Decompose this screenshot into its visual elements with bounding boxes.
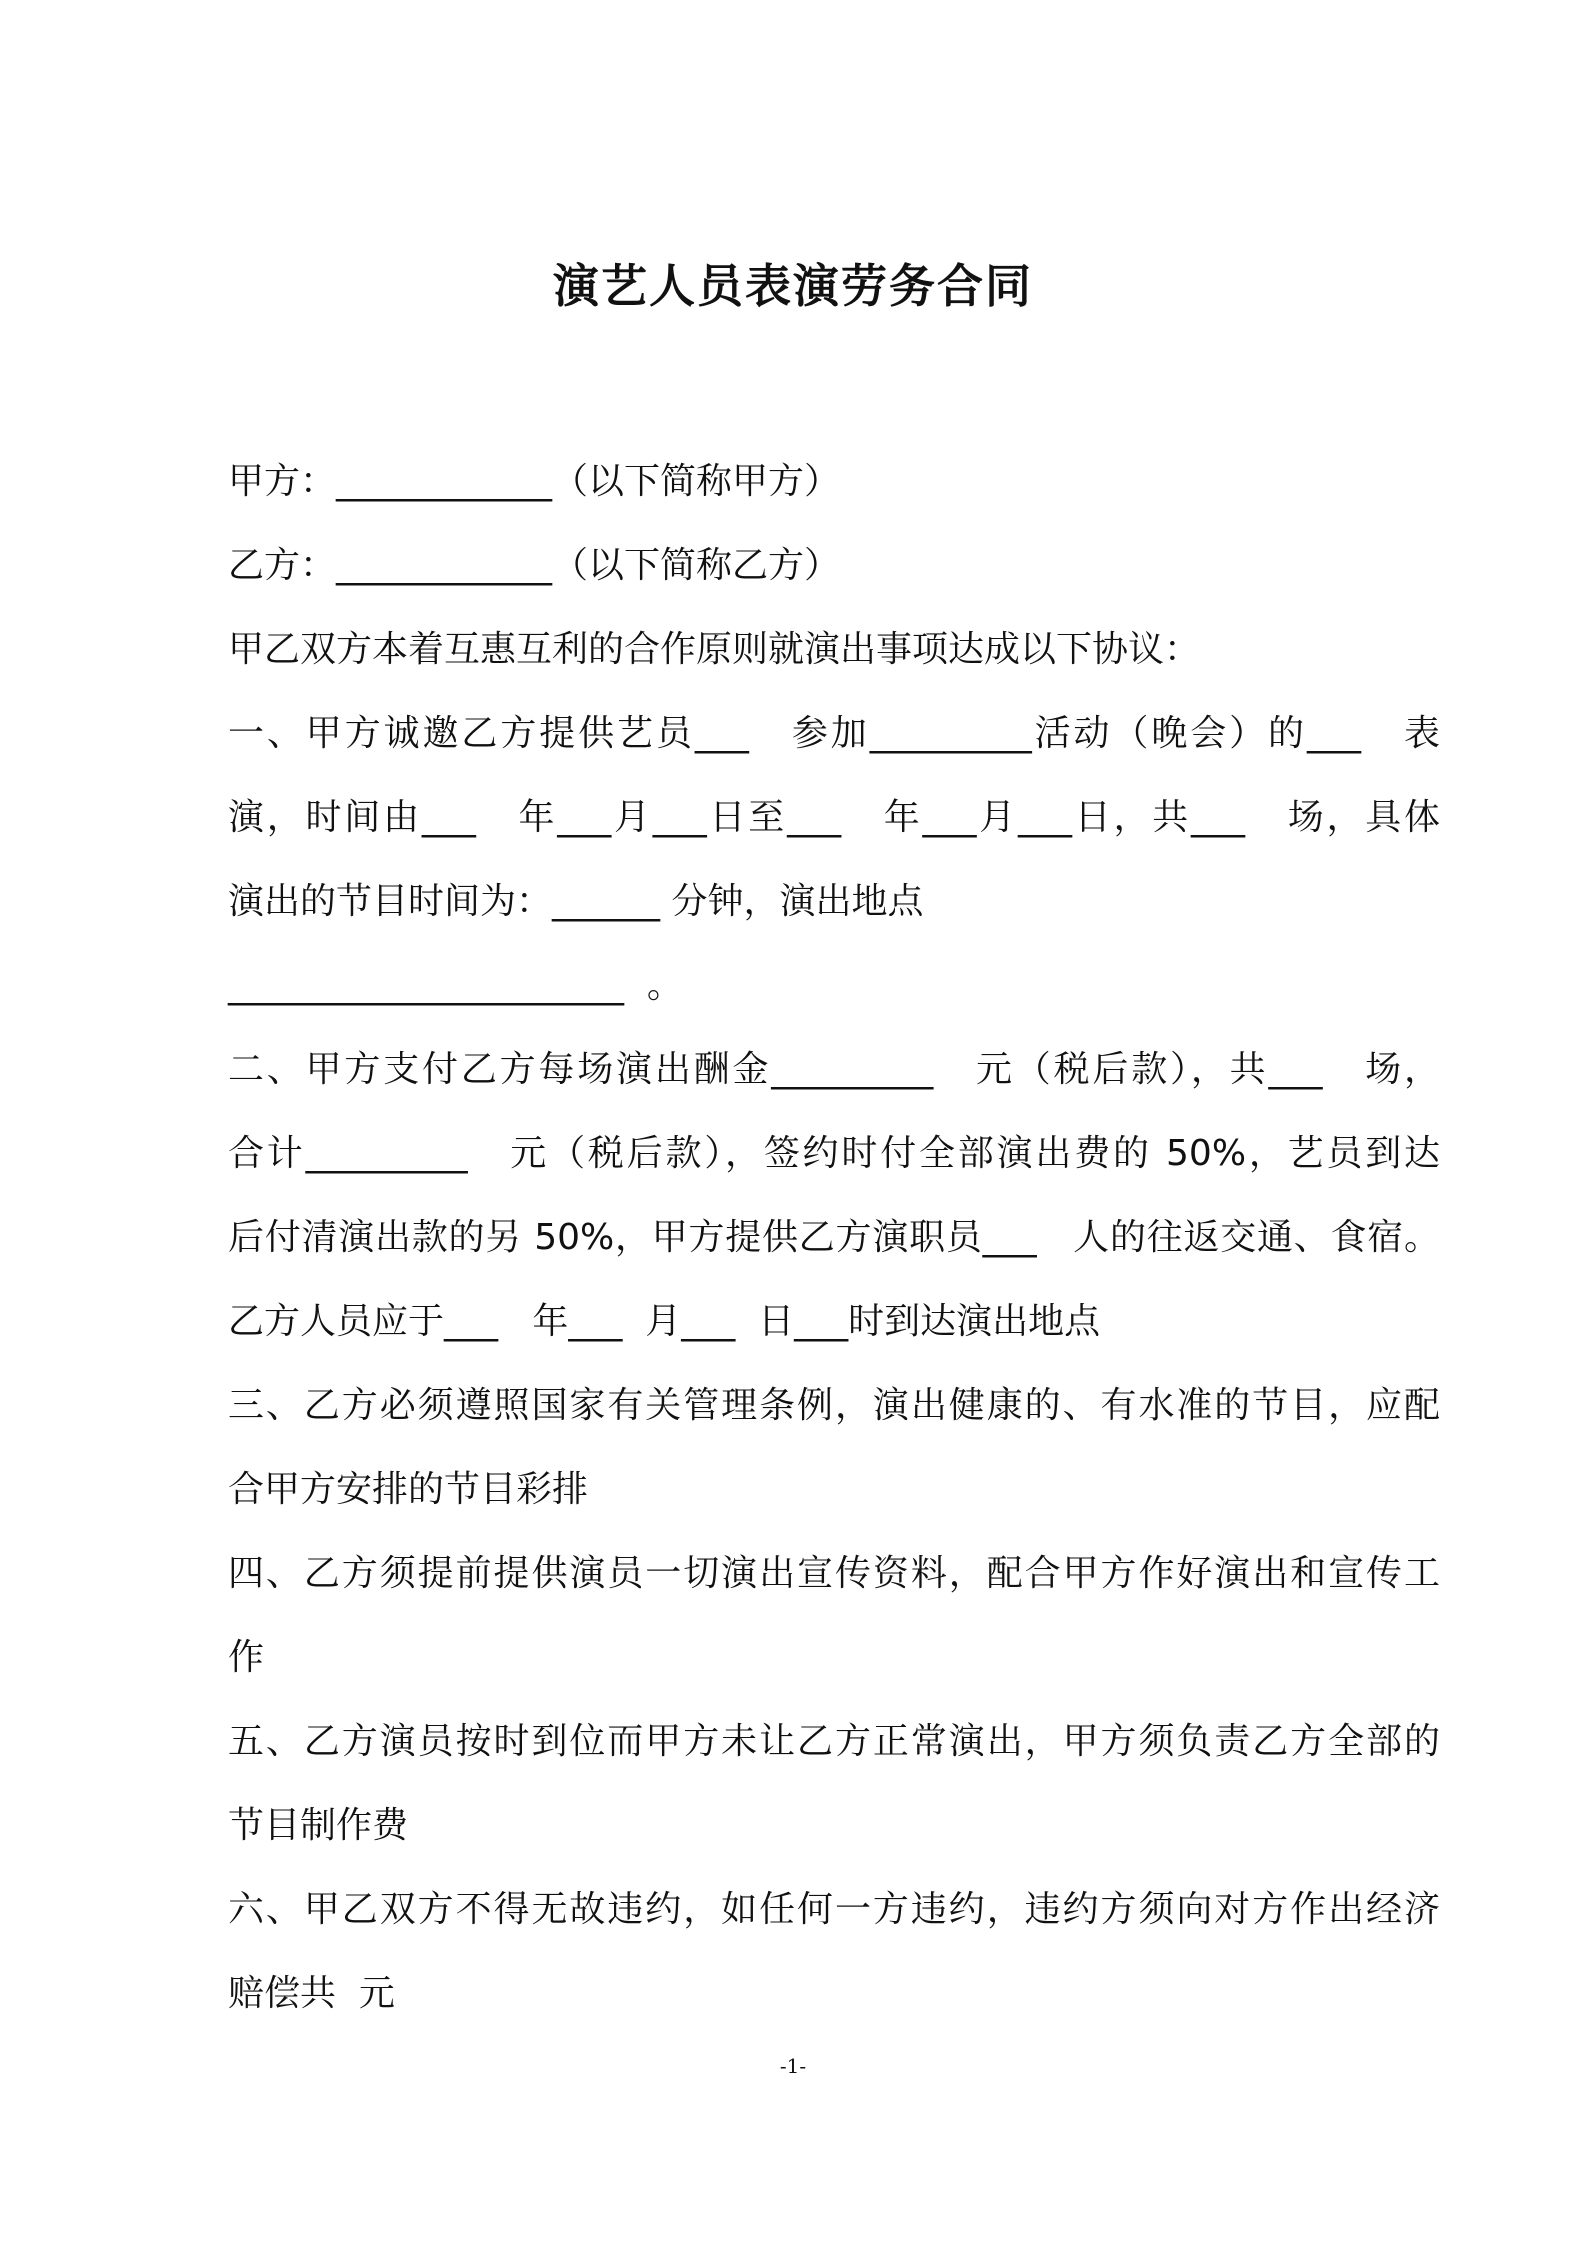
clause-5-line-2: 节目制作费 bbox=[228, 1805, 409, 1846]
clause-1-line-4: ______________________ 。 bbox=[228, 965, 683, 1006]
clause-3-line-2: 合甲方安排的节目彩排 bbox=[228, 1469, 589, 1510]
clause-1-line-1: 一、甲方诚邀乙方提供艺员___ 参加_________活动（晚会）的___ 表 bbox=[228, 713, 1440, 754]
party-b-line: 乙方：____________（以下简称乙方） bbox=[228, 545, 841, 586]
party-a-line: 甲方：____________（以下简称甲方） bbox=[228, 461, 841, 502]
clause-2-line-3: 后付清演出款的另 50%，甲方提供乙方演职员___ 人的往返交通、食宿。 bbox=[228, 1217, 1440, 1258]
page-number: -1- bbox=[779, 2054, 807, 2078]
clause-2-line-1: 二、甲方支付乙方每场演出酬金_________ 元（税后款），共___ 场， bbox=[228, 1049, 1440, 1090]
clause-2-line-4: 乙方人员应于___ 年___ 月___ 日___时到达演出地点 bbox=[228, 1301, 1101, 1342]
clause-1-line-3: 演出的节目时间为：______ 分钟，演出地点 bbox=[228, 881, 924, 922]
clause-4-line-2: 作 bbox=[228, 1637, 265, 1678]
clause-4-line-1: 四、乙方须提前提供演员一切演出宣传资料，配合甲方作好演出和宣传工 bbox=[228, 1553, 1440, 1594]
agreement-intro: 甲乙双方本着互惠互利的合作原则就演出事项达成以下协议： bbox=[228, 629, 1201, 670]
clause-5-line-1: 五、乙方演员按时到位而甲方未让乙方正常演出，甲方须负责乙方全部的 bbox=[228, 1721, 1440, 1762]
clause-6-line-2: 赔偿共 元 bbox=[228, 1973, 395, 2014]
clause-2-line-2: 合计_________ 元（税后款），签约时付全部演出费的 50%，艺员到达 bbox=[228, 1133, 1440, 1174]
clause-1-line-2: 演，时间由___ 年___月___日至___ 年___月___日，共___ 场，具体 bbox=[228, 797, 1440, 838]
clause-3-line-1: 三、乙方必须遵照国家有关管理条例，演出健康的、有水准的节目，应配 bbox=[228, 1385, 1440, 1426]
document-title: 演艺人员表演劳务合同 bbox=[553, 259, 1033, 313]
clause-6-line-1: 六、甲乙双方不得无故违约，如任何一方违约，违约方须向对方作出经济 bbox=[228, 1889, 1440, 1930]
document-body bbox=[228, 440, 1440, 2036]
